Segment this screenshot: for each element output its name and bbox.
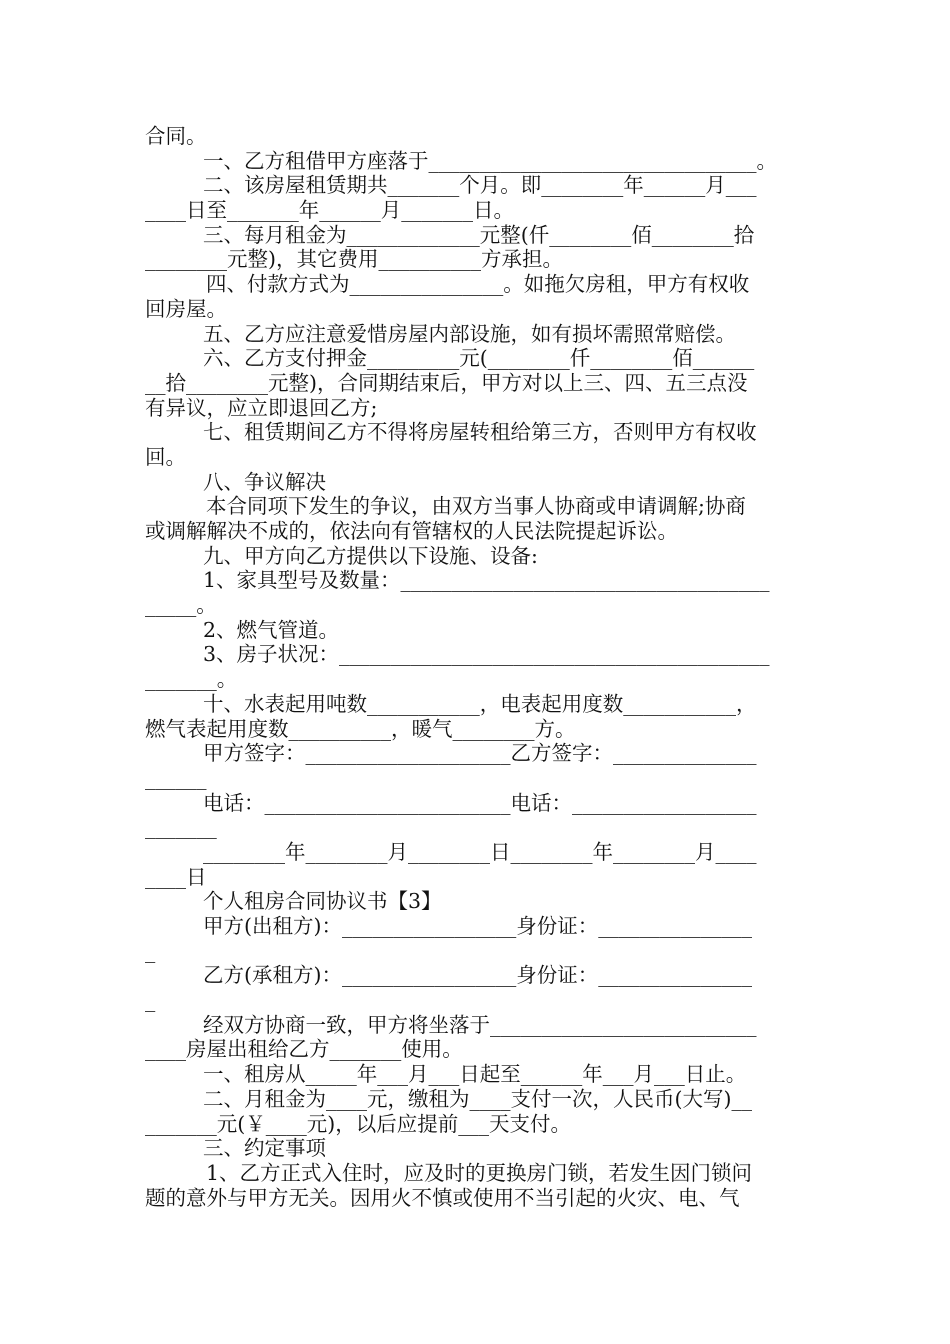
text-line: ________元整)，其它费用__________方承担。 xyxy=(145,247,563,272)
text-line: 回房屋。 xyxy=(145,296,227,321)
clause-line: 1、家具型号及数量：____________________________________ xyxy=(203,568,770,593)
text-line: ____日 xyxy=(145,864,207,889)
text-line: _______。 xyxy=(145,667,238,692)
clause-line: 四、付款方式为_______________。如拖欠房租，甲方有权收 xyxy=(206,272,750,297)
phone-line: 电话：________________________电话：__________________ xyxy=(203,790,757,815)
text-line: 或调解解决不成的，依法向有管辖权的人民法院提起诉讼。 xyxy=(145,519,678,543)
text-line: __拾________元整)，合同期结束后，甲方对以上三、四、五三点没 xyxy=(145,370,748,395)
text-line: 题的意外与甲方无关。因用火不慎或使用不当引起的火灾、电、气 xyxy=(145,1185,740,1210)
clause-line: 五、乙方应注意爱惜房屋内部设施，如有损坏需照常赔偿。 xyxy=(203,321,736,346)
party-line: 乙方(承租方)：_________________身份证：_______________ xyxy=(203,963,752,988)
date-line: ________年________月________日________年________月____ xyxy=(203,839,757,864)
signature-line: 甲方签字：____________________乙方签字：______________ xyxy=(203,741,757,766)
clause-line: 九、甲方向乙方提供以下设施、设备: xyxy=(203,543,538,568)
text-line: 燃气表起用度数__________，暖气________方。 xyxy=(145,716,576,741)
clause-line: 本合同项下发生的争议，由双方当事人协商或申请调解;协商 xyxy=(206,494,746,519)
text-line: ______ xyxy=(145,765,207,790)
text-line: _____。 xyxy=(145,593,217,618)
clause-line: 二、月租金为____元，缴租为____支付一次，人民币(大写)__ xyxy=(203,1086,752,1111)
text-line: ____日至_______年______月_______日。 xyxy=(145,198,514,223)
clause-line: 三、每月租金为_____________元整(仟________佰________拾 xyxy=(203,222,755,247)
text-line: _ xyxy=(145,938,156,963)
clause-line: 一、乙方租借甲方座落于________________________________。 xyxy=(203,148,777,173)
clause-line: 1、乙方正式入住时，应及时的更换房门锁，若发生因门锁问 xyxy=(206,1160,753,1185)
contract-title: 个人租房合同协议书【3】 xyxy=(203,889,442,914)
section-heading: 八、争议解决 xyxy=(203,469,326,494)
section-heading: 三、约定事项 xyxy=(203,1136,326,1161)
clause-line: 一、租房从_____年___月___日起至______年___月___日止。 xyxy=(203,1062,747,1087)
text-line: 合同。 xyxy=(145,124,207,148)
clause-line: 十、水表起用吨数___________，电表起用度数___________， xyxy=(203,691,757,716)
text-line: 有异议，应立即退回乙方; xyxy=(145,395,378,420)
clause-line: 七、租赁期间乙方不得将房屋转租给第三方，否则甲方有权收 xyxy=(203,420,757,445)
clause-line: 经双方协商一致，甲方将坐落于__________________________ xyxy=(203,1012,757,1037)
text-line: ____房屋出租给乙方_______使用。 xyxy=(145,1037,463,1062)
clause-line: 二、该房屋租赁期共_______个月。即________年______月___ xyxy=(203,173,757,198)
text-line: _ xyxy=(145,988,156,1013)
document-body xyxy=(145,124,811,1210)
text-line: _______ xyxy=(145,815,217,840)
clause-line: 2、燃气管道。 xyxy=(203,617,340,642)
clause-line: 六、乙方支付押金_________元(________仟________佰______ xyxy=(203,346,755,371)
clause-line: 3、房子状况：__________________________________________ xyxy=(203,642,770,667)
text-line: _______元(￥____元)，以后应提前___天支付。 xyxy=(145,1111,571,1136)
party-line: 甲方(出租方)：_________________身份证：_______________ xyxy=(203,914,752,938)
text-line: 回。 xyxy=(145,444,186,469)
